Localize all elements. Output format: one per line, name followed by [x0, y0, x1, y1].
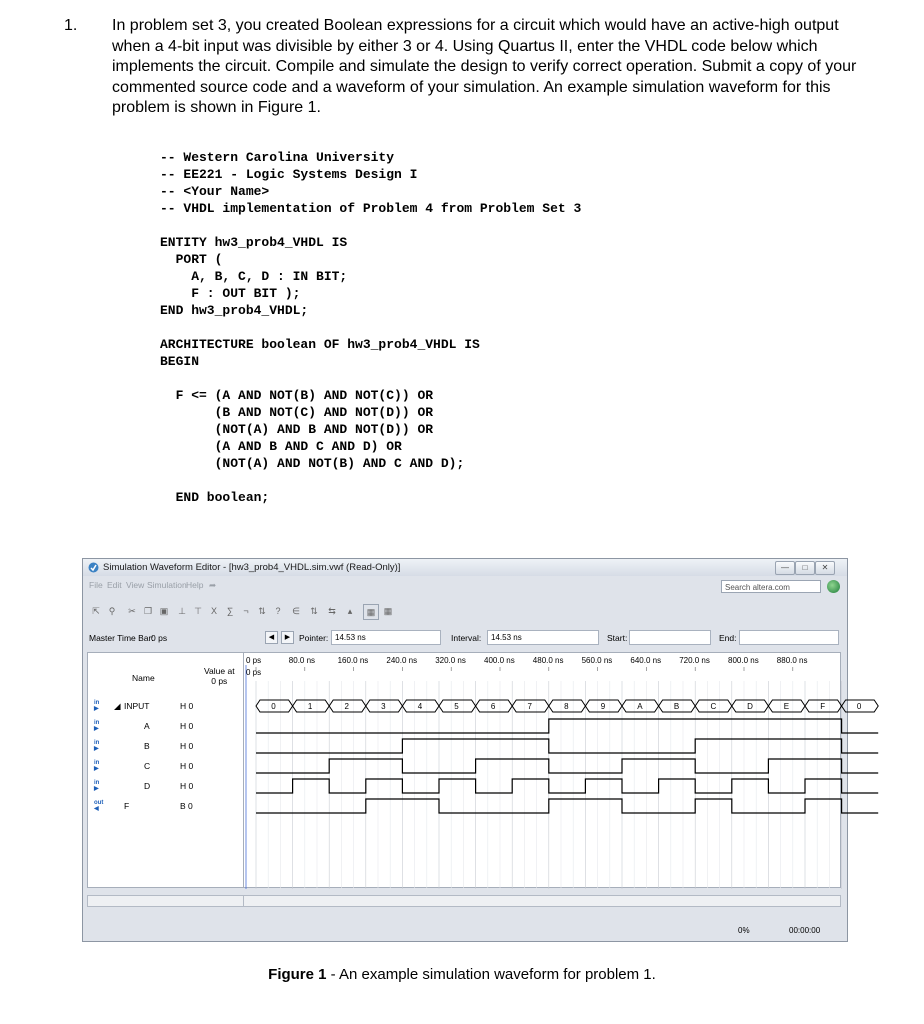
bus-value-label: 0	[271, 702, 276, 711]
force-unknown-icon[interactable]: X	[210, 606, 217, 616]
time-tick-label: 160.0 ns	[337, 656, 369, 665]
waveform-editor-window	[82, 558, 862, 942]
bus-value-label: A	[637, 702, 643, 711]
code-line: END boolean;	[160, 490, 270, 505]
prev-transition-icon[interactable]: ◀	[265, 631, 278, 644]
invert-icon[interactable]: ¬	[243, 606, 249, 616]
code-line: (B AND NOT(C) AND NOT(D)) OR	[160, 405, 434, 420]
figure-caption	[0, 966, 924, 983]
menu-edit[interactable]: Edit	[107, 580, 122, 590]
figure-caption-text: - An example simulation waveform for problem 1.	[326, 966, 656, 983]
bus-value-label: F	[820, 702, 826, 711]
interval-label: Interval:	[451, 633, 482, 643]
signal-row-a[interactable]	[88, 717, 244, 737]
signal-name: C	[144, 761, 151, 771]
value-header-line2: 0 ps	[211, 676, 228, 686]
signal-name: D	[144, 781, 151, 791]
pointer-field: 14.53 ns	[331, 630, 441, 645]
signal-row-input[interactable]	[88, 697, 244, 717]
time-tick-label: 80.0 ns	[288, 656, 316, 665]
code-line: END hw3_prob4_VHDL;	[160, 303, 309, 318]
time-tick-label: 720.0 ns	[679, 656, 710, 665]
help-arrow-icon[interactable]: ➦	[209, 580, 217, 590]
master-time-bar-value: 0 ps	[151, 633, 168, 643]
bus-value-label: 1	[307, 702, 313, 711]
pointer-label: Pointer:	[299, 633, 329, 643]
window-title: Simulation Waveform Editor - [hw3_prob4_VHDL.sim.vwf (Read-Only)]	[103, 562, 401, 573]
question-number: 1.	[64, 17, 78, 34]
master-time-bar-label: Master Time Bar:	[89, 633, 154, 643]
code-line: -- EE221 - Logic Systems Design I	[160, 167, 418, 182]
time-tick-label: 240.0 ns	[386, 656, 418, 665]
problem-statement	[112, 16, 872, 119]
signal-trace-f	[256, 799, 878, 813]
code-line: A, B, C, D : IN BIT;	[160, 269, 348, 284]
signal-trace-a	[256, 719, 878, 733]
code-line: -- Western Carolina University	[160, 150, 395, 165]
functional-sim-icon[interactable]: ⇅	[310, 606, 318, 616]
zoom-tool-icon[interactable]: ⚲	[108, 606, 116, 616]
next-transition-icon[interactable]: ▶	[281, 631, 294, 644]
code-line: F <= (A AND NOT(B) AND NOT(C)) OR	[160, 388, 434, 403]
signal-value: H 0	[180, 701, 194, 711]
time-tick-label: 480.0 ns	[532, 656, 564, 665]
signal-name: B	[144, 741, 150, 751]
problem-text: In problem set 3, you created Boolean expressions for a circuit which would have an active-high output when a 4-bit input was divisible by either 3 or 4. Using Quartus II, enter the VHDL code below which implements the circuit. Compile and simulate the design to verify correct operation. Submit a copy of your commented source code and a waveform of your simulation. An example simulation waveform for this problem is shown in Figure 1.	[112, 17, 857, 116]
bus-value-label: 0	[856, 702, 862, 711]
code-line: F : OUT BIT );	[160, 286, 301, 301]
status-elapsed-time: 00:00:00	[789, 926, 821, 935]
signal-value: H 0	[180, 741, 194, 751]
time-tick-label: 320.0 ns	[435, 656, 466, 665]
close-icon[interactable]: ✕	[815, 561, 835, 575]
signal-row-b[interactable]	[88, 737, 244, 757]
interval-field: 14.53 ns	[487, 630, 599, 645]
menu-simulation[interactable]: Simulation	[147, 580, 187, 590]
bus-value-label: 7	[527, 702, 532, 711]
selection-tool-icon[interactable]: ⇱	[92, 606, 100, 616]
time-info-bar	[83, 627, 847, 649]
count-value-icon[interactable]: ∑	[226, 606, 234, 616]
start-label: Start:	[607, 633, 628, 643]
value-header-line1: Value at	[204, 666, 235, 676]
copy-icon[interactable]: ❐	[143, 606, 153, 616]
status-bar	[83, 919, 847, 941]
paste-icon[interactable]: ▣	[159, 606, 169, 616]
force-high-icon[interactable]: ⊤	[194, 606, 202, 616]
force-low-icon[interactable]: ⊥	[178, 606, 186, 616]
signal-row-c[interactable]	[88, 757, 244, 777]
signal-trace-d	[256, 779, 878, 793]
quartus-app-icon	[88, 562, 99, 573]
signal-row-f[interactable]	[88, 797, 244, 817]
menu-view[interactable]: View	[126, 580, 145, 590]
maximize-icon[interactable]: □	[795, 561, 815, 575]
signal-value: H 0	[180, 761, 194, 771]
random-value-icon[interactable]: ?	[275, 606, 281, 616]
signal-value: B 0	[180, 801, 193, 811]
code-line: BEGIN	[160, 354, 200, 369]
time-tick-label: 400.0 ns	[484, 656, 515, 665]
clock-icon[interactable]: ⇅	[258, 606, 266, 616]
bus-value-label: 3	[381, 702, 386, 711]
code-line: -- VHDL implementation of Problem 4 from Problem Set 3	[160, 201, 582, 216]
code-line: -- <Your Name>	[160, 184, 270, 199]
signal-trace-b	[256, 739, 878, 753]
time-cursor-label: 0 ps	[246, 668, 262, 677]
cut-icon[interactable]: ✂	[128, 606, 136, 616]
output-pin-icon: out ◀	[94, 800, 104, 812]
code-line: ENTITY hw3_prob4_VHDL IS	[160, 235, 348, 250]
input-pin-icon: in ▶	[94, 780, 100, 792]
bus-value-label: 6	[490, 702, 496, 711]
search-input[interactable]: Search altera.com	[721, 580, 821, 593]
generate-netlist-icon[interactable]: ▴	[347, 606, 353, 616]
input-pin-icon: in ▶	[94, 720, 100, 732]
title-bar	[83, 559, 847, 576]
toolbar	[83, 600, 847, 622]
signal-name: INPUT	[124, 701, 150, 711]
end-label: End:	[719, 633, 737, 643]
signal-value: H 0	[180, 781, 194, 791]
bus-value-label: D	[747, 702, 753, 711]
signal-trace-c	[256, 759, 878, 773]
input-pin-icon: in ▶	[94, 740, 100, 752]
bus-value-label: 8	[564, 702, 569, 711]
timing-sim-icon[interactable]: ⇆	[328, 606, 336, 616]
start-field[interactable]	[629, 630, 711, 645]
time-tick-label: 0 ps	[246, 656, 262, 665]
name-column-header: Name	[132, 673, 155, 683]
time-tick-label: 800.0 ns	[728, 656, 759, 665]
code-line: (NOT(A) AND B AND NOT(D)) OR	[160, 422, 434, 437]
end-field[interactable]	[739, 630, 839, 645]
bus-value-label: E	[783, 702, 790, 711]
expand-arrow-icon[interactable]: ◢	[114, 701, 121, 711]
bus-value-label: 4	[417, 702, 423, 711]
bus-value-label: 9	[600, 702, 606, 711]
bus-value-label: 2	[344, 702, 349, 711]
signal-name: A	[144, 721, 150, 731]
snap-icon[interactable]: ▦	[383, 606, 393, 616]
code-line: (A AND B AND C AND D) OR	[160, 439, 402, 454]
time-tick-label: 640.0 ns	[630, 656, 662, 665]
time-tick-label: 880.0 ns	[776, 656, 808, 665]
menu-help[interactable]: Help	[186, 580, 204, 590]
bus-value-label: B	[673, 702, 680, 711]
code-line: ARCHITECTURE boolean OF hw3_prob4_VHDL IS	[160, 337, 480, 352]
waveform-plot	[244, 653, 862, 889]
signal-name-pane	[87, 652, 245, 888]
signal-row-d[interactable]	[88, 777, 244, 797]
signal-name: F	[124, 801, 130, 811]
waveform-scrollbar[interactable]	[243, 895, 841, 907]
input-pin-icon: in ▶	[94, 700, 100, 712]
signal-value: H 0	[180, 721, 194, 731]
time-tick-label: 560.0 ns	[581, 656, 613, 665]
figure-label: Figure 1	[268, 966, 327, 983]
arbitrary-value-icon[interactable]: ∈	[292, 606, 300, 616]
bus-value-label: C	[710, 702, 717, 711]
globe-icon[interactable]	[827, 580, 840, 593]
code-line: (NOT(A) AND NOT(B) AND C AND D);	[160, 456, 465, 471]
waveform-pane[interactable]	[243, 652, 862, 888]
menu-file[interactable]: File	[89, 580, 103, 590]
code-line: PORT (	[160, 252, 223, 267]
input-pin-icon: in ▶	[94, 760, 100, 772]
minimize-icon[interactable]: —	[775, 561, 795, 575]
status-percent: 0%	[738, 926, 750, 935]
value-column-header	[204, 666, 235, 686]
name-pane-scrollbar[interactable]	[87, 895, 245, 907]
bus-value-label: 5	[454, 702, 459, 711]
grid-size-icon[interactable]: ▦	[363, 604, 379, 620]
